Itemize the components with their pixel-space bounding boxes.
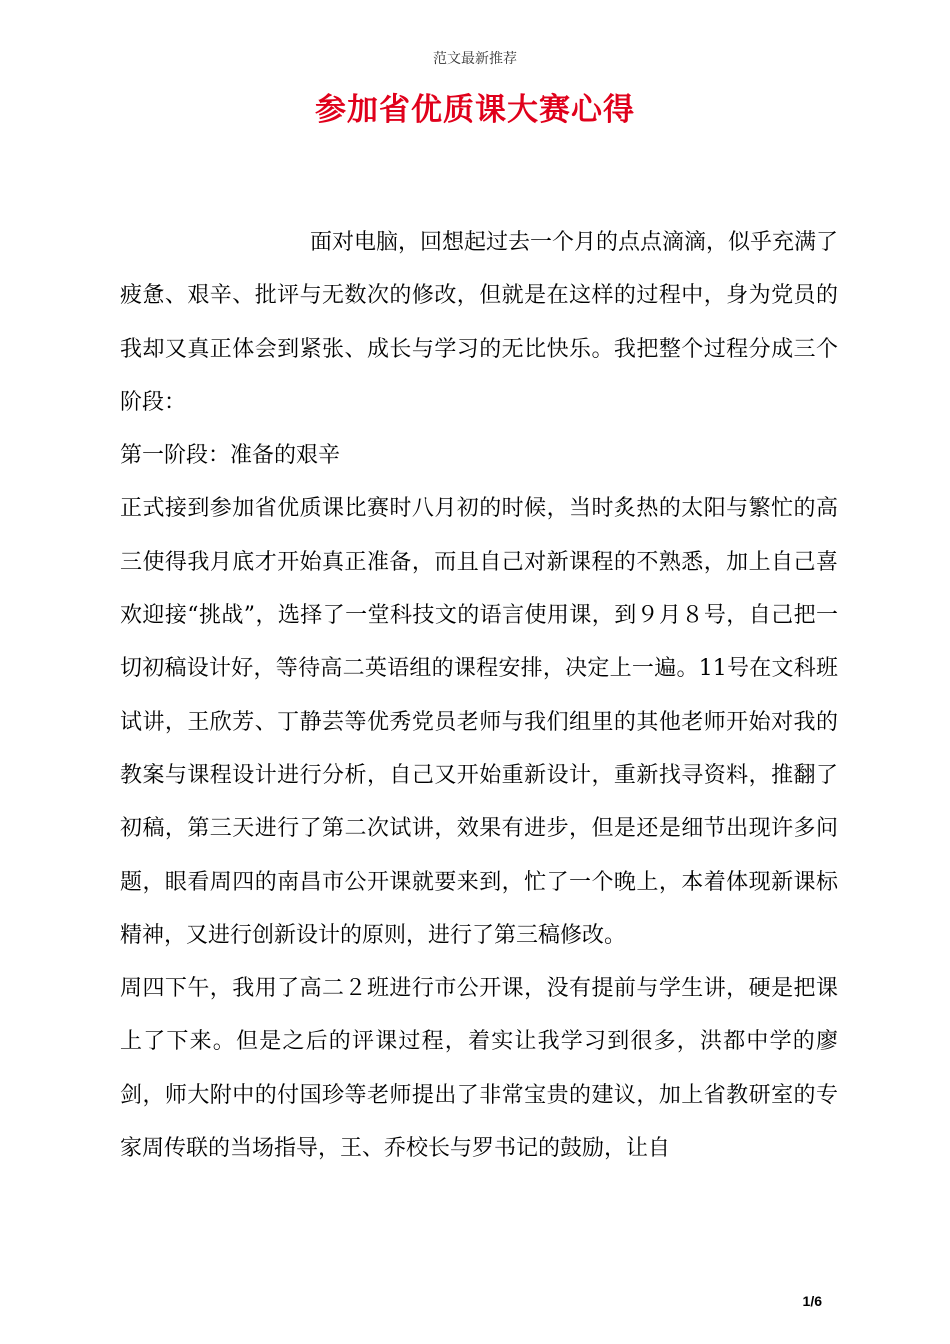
section-heading-stage-one: 第一阶段：准备的艰辛 — [120, 443, 341, 469]
document-title: 参加省优质课大赛心得 — [315, 92, 635, 128]
paragraph-intro: 面对电脑，回想起过去一个月的点点滴滴，似乎充满了疲惫、艰辛、批评与无数次的修改，但就是在这样的过程中，身为党员的我却又真正体会到紧张、成长与学习的无比快乐。我把整个过程分成三个阶段： — [120, 230, 839, 415]
document-body — [120, 216, 838, 1175]
paragraph-preparation: 正式接到参加省优质课比赛时八月初的时候，当时炙热的太阳与繁忙的高三使得我月底才开始真正准备，而且自己对新课程的不熟悉，加上自己喜欢迎接“挑战”，选择了一堂科技文的语言使用课，到９月８号，自己把一切初稿设计好，等待高二英语组的课程安排，决定上一遍。11号在文科班试讲，王欣芳、丁静芸等优秀党员老师与我们组里的其他老师开始对我的教案与课程设计进行分析，自己又开始重新设计，重新找寻资料，推翻了初稿，第三天进行了第二次试讲，效果有进步，但是还是细节出现许多问题，眼看周四的南昌市公开课就要来到，忙了一个晚上，本着体现新课标精神，又进行创新设计的原则，进行了第三稿修改。 — [120, 496, 838, 948]
page-header: 范文最新推荐 — [433, 51, 517, 67]
paragraph-public-lesson: 周四下午，我用了高二２班进行市公开课，没有提前与学生讲，硬是把课上了下来。但是之后的评课过程，着实让我学习到很多，洪都中学的廖剑，师大附中的付国珍等老师提出了非常宝贵的建议，加上省教研室的专家周传联的当场指导，王、乔校长与罗书记的鼓励，让自 — [120, 976, 838, 1162]
page-number: 1/6 — [802, 1293, 822, 1309]
